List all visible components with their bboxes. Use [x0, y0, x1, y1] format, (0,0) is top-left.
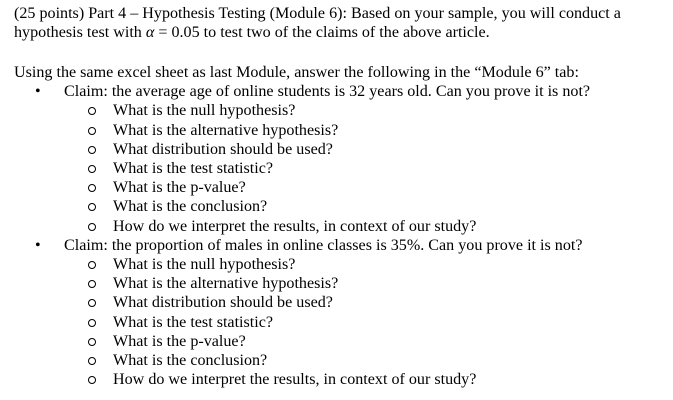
circle-bullet-icon: [88, 338, 96, 346]
circle-bullet-icon: [88, 357, 96, 365]
question-item: [14, 101, 590, 120]
intro-line-2-pre: hypothesis test with: [14, 24, 146, 42]
instructions-text: Using the same excel sheet as last Module, answer the following in the “Module 6” tab:: [14, 64, 579, 81]
intro-line-2: [14, 23, 621, 42]
circle-bullet-icon: [88, 127, 96, 135]
question-text: What is the p-value?: [113, 179, 246, 197]
circle-bullet-icon: [88, 261, 96, 269]
circle-bullet-icon: [88, 376, 96, 384]
question-item: [14, 178, 590, 197]
circle-bullet-icon: [88, 146, 96, 154]
question-text: What is the conclusion?: [113, 198, 268, 216]
circle-bullet-icon: [88, 165, 96, 173]
question-text: What is the alternative hypothesis?: [113, 121, 339, 139]
circle-bullet-icon: [88, 299, 96, 307]
intro-paragraph: [14, 4, 621, 42]
question-text: What is the alternative hypothesis?: [113, 275, 339, 293]
circle-bullet-icon: [88, 280, 96, 288]
instructions-section: [14, 63, 590, 389]
bullet-icon: •: [35, 236, 41, 254]
question-item: [14, 197, 590, 216]
question-text: What is the p-value?: [113, 332, 246, 350]
question-item: [14, 274, 590, 293]
question-item: [14, 121, 590, 140]
question-item: [14, 370, 590, 389]
circle-bullet-icon: [88, 184, 96, 192]
circle-bullet-icon: [88, 319, 96, 327]
question-text: What distribution should be used?: [113, 140, 333, 158]
question-text: What is the conclusion?: [113, 352, 268, 370]
question-text: What is the null hypothesis?: [113, 256, 296, 274]
alpha-symbol: α: [145, 24, 155, 42]
question-item: [14, 159, 590, 178]
question-item: [14, 293, 590, 312]
intro-line-1: (25 points) Part 4 – Hypothesis Testing (Module 6): Based on your sample, you will conduct a: [14, 5, 621, 22]
intro-line-2-post: = 0.05 to test two of the claims of the above article.: [154, 24, 490, 42]
question-item: [14, 332, 590, 351]
claim-text-1: Claim: the average age of online students is 32 years old. Can you prove it is not?: [64, 83, 591, 101]
question-item: [14, 255, 590, 274]
question-text: How do we interpret the results, in context of our study?: [113, 371, 477, 389]
claim-block-2: [14, 236, 590, 390]
question-text: How do we interpret the results, in context of our study?: [113, 217, 477, 235]
circle-bullet-icon: [88, 223, 96, 231]
claim-item-2: [14, 236, 590, 255]
claim-text-2: Claim: the proportion of males in online classes is 35%. Can you prove it is not?: [64, 236, 583, 254]
question-item: [14, 351, 590, 370]
circle-bullet-icon: [88, 203, 96, 211]
question-item: [14, 313, 590, 332]
question-text: What distribution should be used?: [113, 294, 333, 312]
question-text: What is the test statistic?: [113, 160, 274, 178]
question-text: What is the null hypothesis?: [113, 102, 296, 120]
question-text: What is the test statistic?: [113, 313, 274, 331]
bullet-icon: •: [35, 83, 41, 101]
claim-block-1: [14, 82, 590, 236]
question-item: [14, 217, 590, 236]
question-item: [14, 140, 590, 159]
circle-bullet-icon: [88, 107, 96, 115]
claim-item-1: [14, 82, 590, 101]
